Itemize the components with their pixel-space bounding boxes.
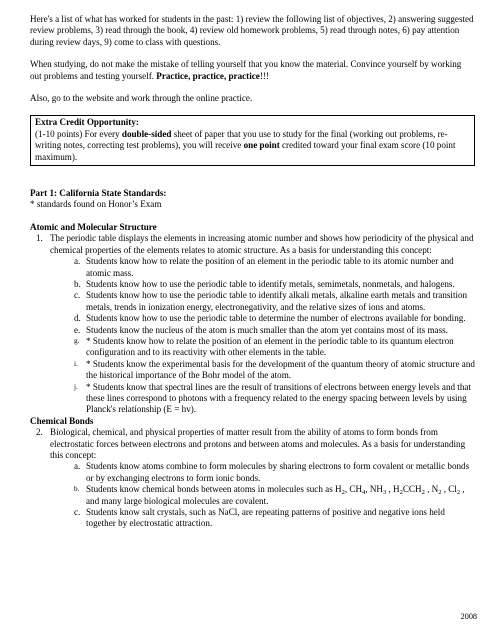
sub-item: [30, 279, 475, 290]
chemical-bonds-heading: Chemical Bonds: [30, 415, 94, 426]
subscript: 2: [438, 489, 442, 497]
sub-item: [30, 484, 475, 507]
item-letter: b.: [74, 278, 81, 289]
extra-credit-box: [30, 115, 475, 166]
item-text: * Students know that spectral lines are the result of transitions of electrons between energy levels and that these lines correspond to photons with a frequency related to the energy spacing between levels by using Planck's relationship (E = hv).: [86, 381, 471, 415]
study-advice-text: When studying, do not make the mistake of telling yourself that you know the material. Convince yourself by working out problems and testing yourself.: [30, 59, 462, 81]
item-text-part: , N: [424, 484, 439, 495]
intro-paragraph: Here's a list of what has worked for students in the past: 1) review the following list of objectives, 2) answering suggested review problems, 3) read through the book, 4) review old homework problems, 5) read through notes, 6) pay attention during review days, 9) come to class with questions.: [30, 14, 474, 47]
item-letter: a.: [74, 256, 81, 267]
item-letter: i.: [74, 359, 78, 368]
item-letter: c.: [74, 507, 81, 518]
sub-item: [30, 359, 475, 382]
subscript: 2: [399, 489, 403, 497]
item-text-part: , CH: [344, 484, 363, 495]
item-text-part: , Cl: [441, 484, 457, 495]
item-text: Students know atoms combine to form molecules by sharing electrons to form covalent or metallic bonds or by exchanging electrons to form ionic bonds.: [86, 461, 470, 483]
sub-item: [30, 325, 475, 336]
item-text-part: , NH: [365, 484, 383, 495]
sub-item: [30, 256, 475, 279]
standard-number: 2.: [36, 427, 43, 438]
item-letter: g.: [74, 336, 80, 345]
standard-2: [30, 427, 475, 461]
subscript: 2: [456, 489, 461, 497]
practice-emphasis: Practice, practice, practice: [156, 70, 260, 81]
practice-exclamation: !!!: [259, 70, 269, 81]
subscript: 4: [362, 489, 366, 497]
item-text: Students know how to use the periodic table to determine the number of electrons available for bonding.: [86, 313, 466, 324]
item-letter: j.: [74, 382, 78, 391]
item-text: [86, 484, 465, 505]
item-letter: e.: [74, 324, 81, 335]
part-1-title: Part 1: California State Standards:: [30, 188, 167, 199]
item-text: * Students know the experimental basis for the development of the quantum theory of atomic structure and the historical importance of the Bohr model of the atom.: [86, 358, 475, 381]
item-text: Students know how to use the periodic table to identify metals, semimetals, nonmetals, and halogens.: [86, 278, 455, 289]
double-sided-emphasis: double-sided: [121, 128, 172, 139]
extra-credit-title: Extra Credit Opportunity:: [35, 117, 139, 128]
honors-exam-note: * standards found on Honor’s Exam: [30, 199, 162, 210]
item-letter: b.: [74, 485, 80, 494]
atomic-structure-heading: Atomic and Molecular Structure: [30, 221, 157, 232]
item-text-part: , and many large biological molecules are covalent.: [86, 484, 465, 506]
online-practice-paragraph: Also, go to the website and work through the online practice.: [30, 93, 253, 104]
standard-1: [30, 233, 475, 256]
item-letter: a.: [74, 461, 81, 472]
standard-number: 1.: [36, 233, 43, 244]
one-point-emphasis: one point: [243, 140, 280, 151]
item-text-part: , H: [386, 484, 400, 495]
extra-credit-body: [35, 129, 470, 163]
subscript: 3: [382, 489, 387, 497]
extra-credit-text-1: (1-10 points) For every: [35, 128, 122, 139]
sub-item: [30, 461, 475, 484]
item-text: Students know how to relate the position of an element in the periodic table to its atomic number and atomic mass.: [86, 256, 454, 278]
sub-item: [30, 313, 475, 324]
item-text-part: CCH: [402, 484, 422, 495]
item-letter: d.: [74, 313, 81, 324]
item-text-part: Students know chemical bonds between atoms in molecules such as H: [86, 484, 342, 495]
subscript: 2: [341, 489, 345, 497]
item-text: * Students know how to relate the position of an element in the periodic table to its quantum electron configuration and to its reactivity with other elements in the table.: [86, 335, 454, 358]
sub-item: [30, 290, 475, 313]
page-footer-year: 2008: [460, 611, 477, 621]
extra-credit-text-3: credited toward your final exam score (10 point maximum).: [35, 140, 456, 162]
sub-item: [30, 336, 475, 359]
item-letter: c.: [74, 290, 81, 301]
item-text: Students know salt crystals, such as NaCl, are repeating patterns of positive and negative ions held together by electrostatic attraction.: [86, 507, 445, 529]
study-advice-paragraph: [30, 59, 475, 82]
page-content: [30, 14, 475, 530]
sub-item: [30, 382, 475, 416]
subscript: 2: [421, 489, 425, 497]
sub-item: [30, 507, 475, 530]
item-text: Students know the nucleus of the atom is much smaller than the atom yet contains most of its mass.: [86, 324, 448, 335]
item-text: Students know how to use the periodic table to identify alkali metals, alkaline earth metals and transition metals, trends in ionization energy, electronegativity, and the relative sizes of ions and atoms.: [86, 290, 468, 312]
standard-text: The periodic table displays the elements in increasing atomic number and shows how periodicity of the physical and chemical properties of the elements relates to atomic structure. As a basis for understanding this concept:: [50, 233, 474, 255]
extra-credit-text-2: sheet of paper that you use to study for the final (working out problems, re-writing notes, correcting test problems), you will receive: [35, 128, 448, 151]
standard-text: Biological, chemical, and physical properties of matter result from the ability of atoms to form bonds from electrostatic forces between electrons and protons and between atoms and molecules. As a basis for understanding this concept:: [50, 427, 466, 460]
